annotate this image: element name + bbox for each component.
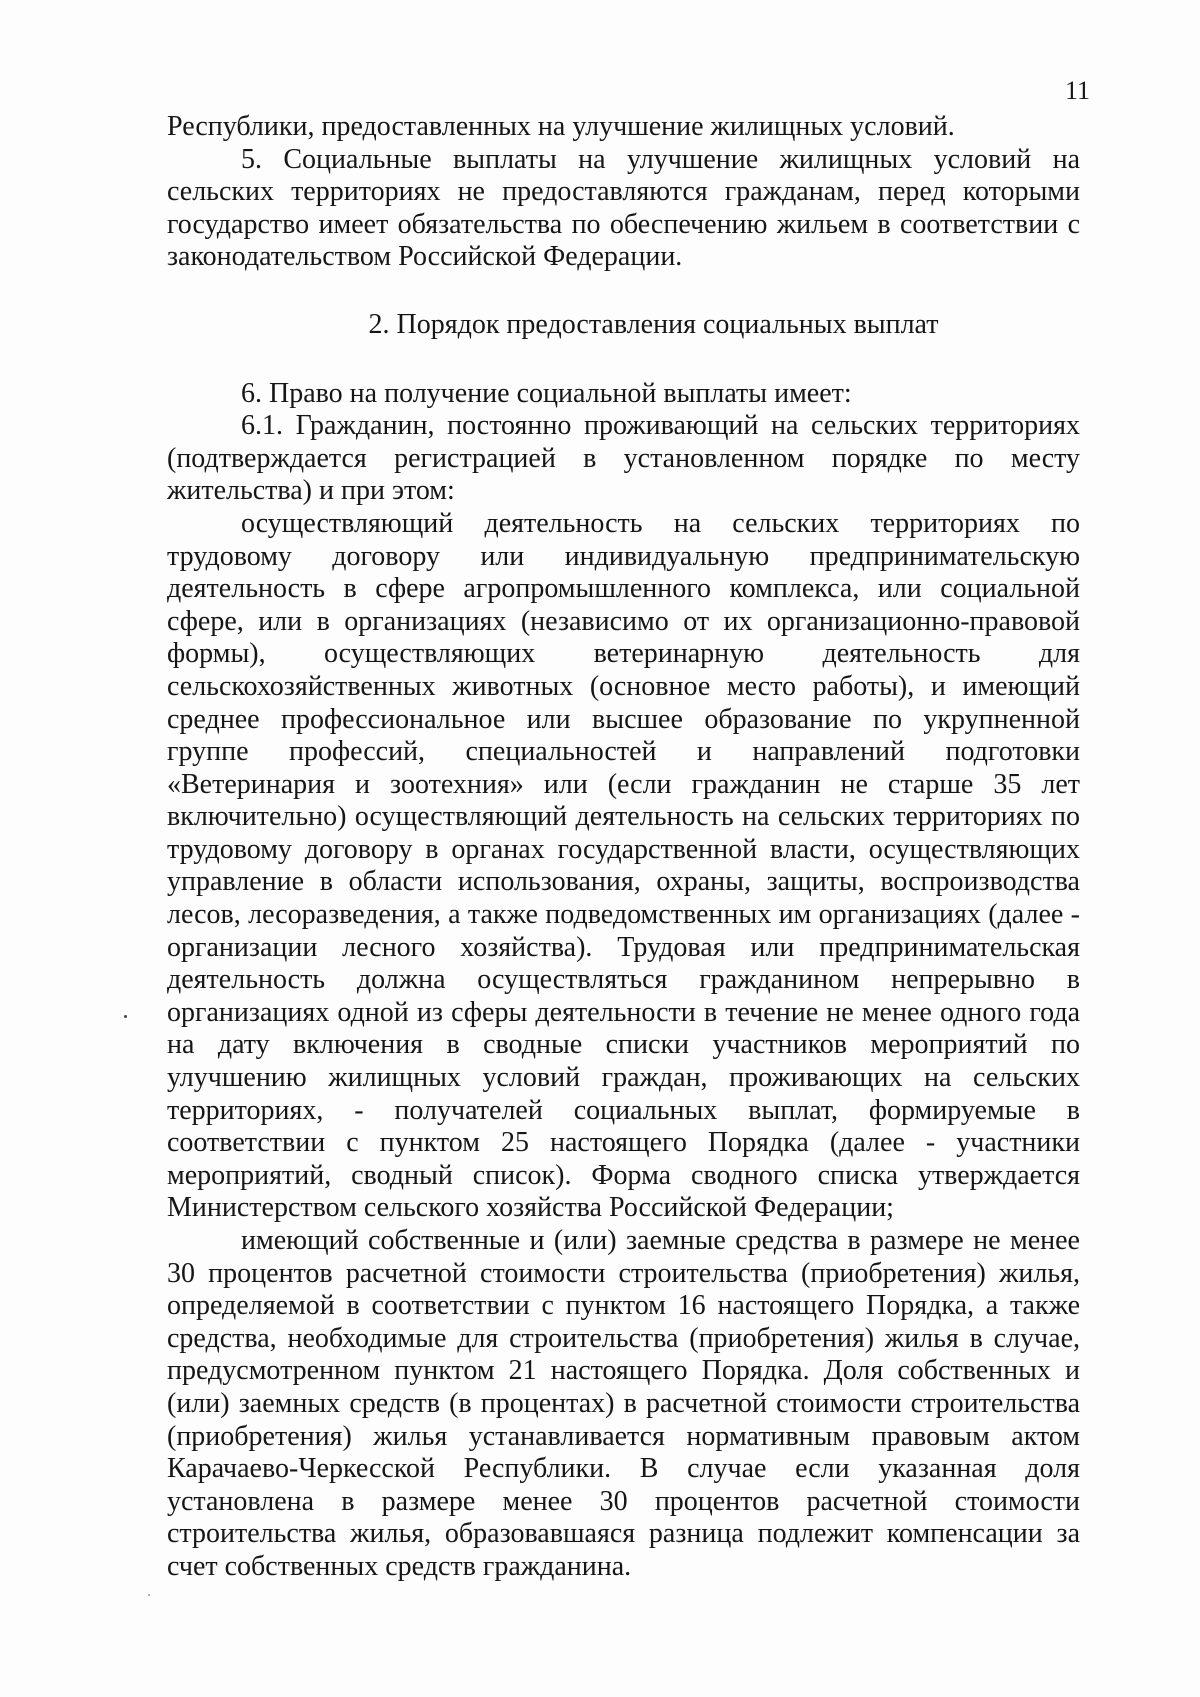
paragraph-item-6-1: 6.1. Гражданин, постоянно проживающий на сельских территориях (подтверждается регистрацией в установленном порядке по месту жительства) и при этом:: [167, 410, 1080, 507]
spacer: [167, 342, 1080, 378]
spacer: [167, 274, 1080, 309]
scan-speck: [124, 1015, 127, 1018]
paragraph-item-5: 5. Социальные выплаты на улучшение жилищных условий на сельских территориях не предоставляются гражданам, перед которыми государство имеет обязательства по обеспечению жильем в соответствии с законодательством Российской Федерации.: [167, 143, 1080, 273]
paragraph-item-6: 6. Право на получение социальной выплаты имеет:: [241, 377, 852, 409]
section-heading: 2. Порядок предоставления социальных выплат: [368, 308, 939, 340]
paragraph-funds-condition: имеющий собственные и (или) заемные средства в размере не менее 30 процентов расчетной стоимости строительства (приобретения) жилья, определяемой в соответствии с пунктом 16 настоящего Порядка, а также средства, необходимые для строительства (приобретения) жилья в случае, предусмотренном пунктом 21 настоящего Порядка. Доля собственных и (или) заемных средств (в процентах) в расчетной стоимости строительства (приобретения) жилья устанавливается нормативным правовым актом Карачаево-Черкесской Республики. В случае если указанная доля установлена в размере менее 30 процентов расчетной стоимости строительства жилья, образовавшаяся разница подлежит компенсации за счет собственных средств гражданина.: [167, 1225, 1080, 1582]
paragraph-activity-condition: осуществляющий деятельность на сельских территориях по трудовому договору или индивидуальную предпринимательскую деятельность в сфере агропромышленного комплекса, или социальной сфере, или в организациях (независимо от их организационно-правовой формы), осуществляющих ветеринарную деятельность для сельскохозяйственных животных (основное место работы), и имеющий среднее профессиональное или высшее образование по укрупненной группе профессий, специальностей и направлений подготовки «Ветеринария и зоотехния» или (если гражданин не старше 35 лет включительно) осуществляющий деятельность на сельских территориях по трудовому договору в органах государственной власти, осуществляющих управление в области использования, охраны, защиты, воспроизводства лесов, лесоразведения, а также подведомственных им организациях (далее - организации лесного хозяйства). Трудовая или предпринимательская деятельность должна осуществляться гражданином непрерывно в организациях одной из сферы деятельности в течение не менее одного года на дату включения в сводные списки участников мероприятий по улучшению жилищных условий граждан, проживающих на сельских территориях, - получателей социальных выплат, формируемые в соответствии с пунктом 25 настоящего Порядка (далее - участники мероприятий, сводный список). Форма сводного списка утверждается Министерством сельского хозяйства Российской Федерации;: [167, 507, 1080, 1224]
scan-speck: [148, 1594, 150, 1596]
page-number: 11: [1064, 76, 1090, 105]
paragraph-continuation: Республики, предоставленных на улучшение жилищных условий.: [167, 111, 955, 142]
document-body: [167, 111, 1080, 1584]
